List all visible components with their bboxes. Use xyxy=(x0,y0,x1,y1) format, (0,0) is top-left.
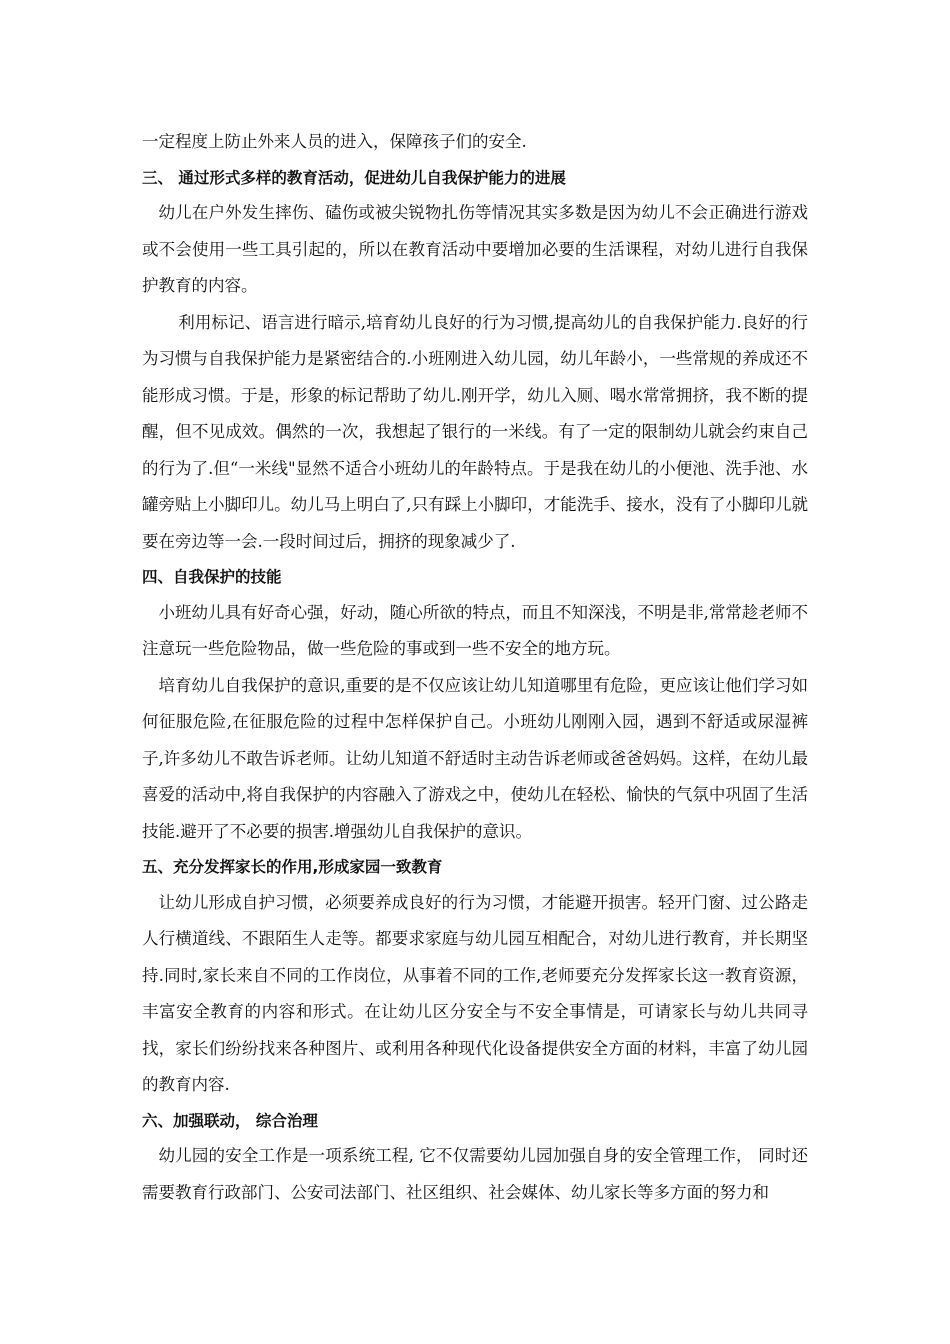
paragraph: 幼儿园的安全工作是一项系统工程, 它不仅需要幼儿园加强自身的安全管理工作， 同时还需要教育行政部门、公安司法部门、社区组织、社会媒体、幼儿家长等多方面的努力和 xyxy=(142,1146,808,1202)
paragraph: 小班幼儿具有好奇心强，好动，随心所欲的特点，而且不知深浅，不明是非,常常趁老师不注意玩一些危险物品，做一些危险的事或到一些不安全的地方玩。 xyxy=(142,602,808,658)
section-heading-4: 四、自我保护的技能 xyxy=(142,568,282,586)
paragraph: 利用标记、语言进行暗示,培育幼儿良好的行为习惯,提高幼儿的自我保护能力.良好的行为习惯与自我保护能力是紧密结合的.小班刚进入幼儿园，幼儿年龄小，一些常规的养成还不能形成习惯。于是，形象的标记帮助了幼儿.刚开学，幼儿入厕、喝水常常拥挤，我不断的提醒，但不见成效。偶然的一次，我想起了银行的一米线。有了一定的限制幼儿就会约束自己的行为了.但“一米线"显然不适合小班幼儿的年龄特点。于是我在幼儿的小便池、洗手池、水罐旁贴上小脚印儿。幼儿马上明白了,只有踩上小脚印，才能洗手、接水，没有了小脚印儿就要在旁边等一会.一段时间过后，拥挤的现象减少了. xyxy=(142,312,808,551)
section-heading-6: 六、加强联动， 综合治理 xyxy=(142,1111,318,1130)
paragraph: 幼儿在户外发生摔伤、磕伤或被尖锐物扎伤等情况其实多数是因为幼儿不会正确进行游戏或不会使用一些工具引起的，所以在教育活动中要增加必要的生活课程，对幼儿进行自我保护教育的内容。 xyxy=(142,203,808,295)
section-heading-5: 五、充分发挥家长的作用,形成家园一致教育 xyxy=(142,858,443,876)
paragraph: 培育幼儿自我保护的意识,重要的是不仅应该让幼儿知道哪里有危险，更应该让他们学习如何征服危险,在征服危险的过程中怎样保护自己。小班幼儿刚刚入园，遇到不舒适或尿湿裤子,许多幼儿不敢告诉老师。让幼儿知道不舒适时主动告诉老师或爸爸妈妈。这样，在幼儿最喜爱的活动中,将自我保护的内容融入了游戏之中，使幼儿在轻松、愉快的气氛中巩固了生活技能.避开了不必要的损害.增强幼儿自我保护的意识。 xyxy=(142,675,808,841)
section-heading-3: 三、 通过形式多样的教育活动，促进幼儿自我保护能力的进展 xyxy=(142,168,566,187)
paragraph: 一定程度上防止外来人员的进入，保障孩子们的安全. xyxy=(142,132,527,151)
paragraph: 让幼儿形成自护习惯，必须要养成良好的行为习惯，才能避开损害。轻开门窗、过公路走人行横道线、不跟陌生人走等。都要求家庭与幼儿园互相配合，对幼儿进行教育，并长期坚持.同时,家长来自不同的工作岗位，从事着不同的工作,老师要充分发挥家长这一教育资源，丰富安全教育的内容和形式。在让幼儿区分安全与不安全事情是，可请家长与幼儿共同寻找，家长们纷纷找来各种图片、或利用各种现代化设备提供安全方面的材料，丰富了幼儿园的教育内容. xyxy=(142,892,808,1094)
document-body xyxy=(142,124,808,1211)
